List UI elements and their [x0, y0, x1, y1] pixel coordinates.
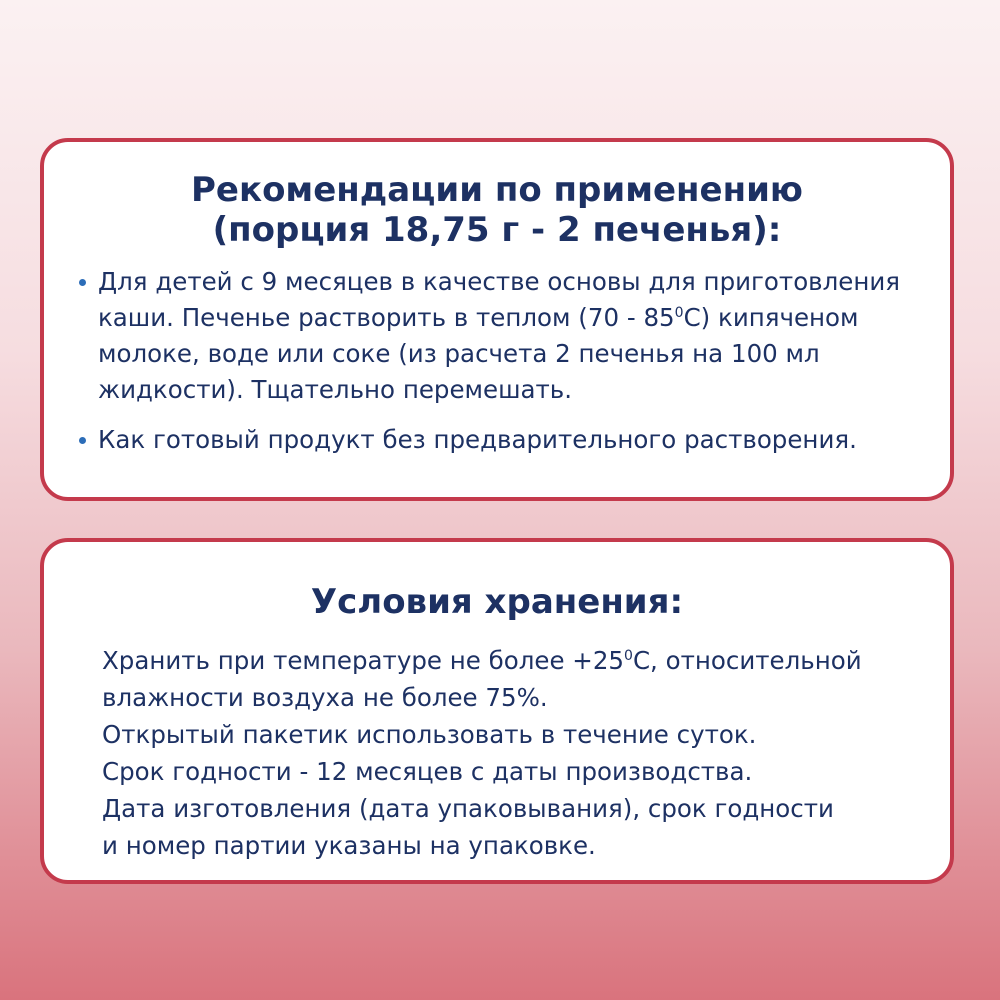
usage-title-line-1: Рекомендации по применению — [191, 170, 803, 210]
storage-line-6: и номер партии указаны на упаковке. — [102, 831, 596, 860]
usage-bullet-1-text-a: Для детей с 9 месяцев в качестве основы для приготовления каши. Печенье растворить в теплом (70 - 85 — [98, 267, 901, 332]
storage-line-1-b: С, относительной — [632, 646, 862, 675]
storage-title: Условия хранения: — [310, 582, 684, 622]
usage-title — [44, 142, 950, 250]
bullet-dot-icon — [79, 279, 86, 286]
degree-sup: 0 — [674, 304, 684, 321]
usage-bullet-list — [44, 264, 950, 458]
usage-bullet-1-text-b: С) кипяченом молоке, воде или соке (из расчета 2 печенья на 100 мл жидкости). Тщательно перемешать. — [98, 303, 859, 404]
storage-line-5: Дата изготовления (дата упаковывания), срок годности — [102, 794, 834, 823]
storage-line-2: влажности воздуха не более 75%. — [102, 683, 548, 712]
usage-bullet-2-text: Как готовый продукт без предварительного растворения. — [98, 425, 857, 454]
degree-sup: 0 — [624, 647, 633, 664]
storage-line-1-a: Хранить при температуре не более +25 — [102, 646, 625, 675]
bullet-dot-icon — [79, 437, 86, 444]
storage-conditions-card — [40, 538, 954, 884]
storage-line-4: Срок годности - 12 месяцев с даты производства. — [102, 757, 753, 786]
storage-line-1 — [102, 642, 930, 679]
usage-bullet-2 — [98, 422, 930, 458]
usage-title-line-2: (порция 18,75 г - 2 печенья): — [212, 210, 782, 250]
usage-recommendations-card — [40, 138, 954, 501]
storage-line-3: Открытый пакетик использовать в течение суток. — [102, 720, 757, 749]
storage-text — [44, 622, 950, 864]
usage-bullet-1 — [98, 264, 930, 408]
